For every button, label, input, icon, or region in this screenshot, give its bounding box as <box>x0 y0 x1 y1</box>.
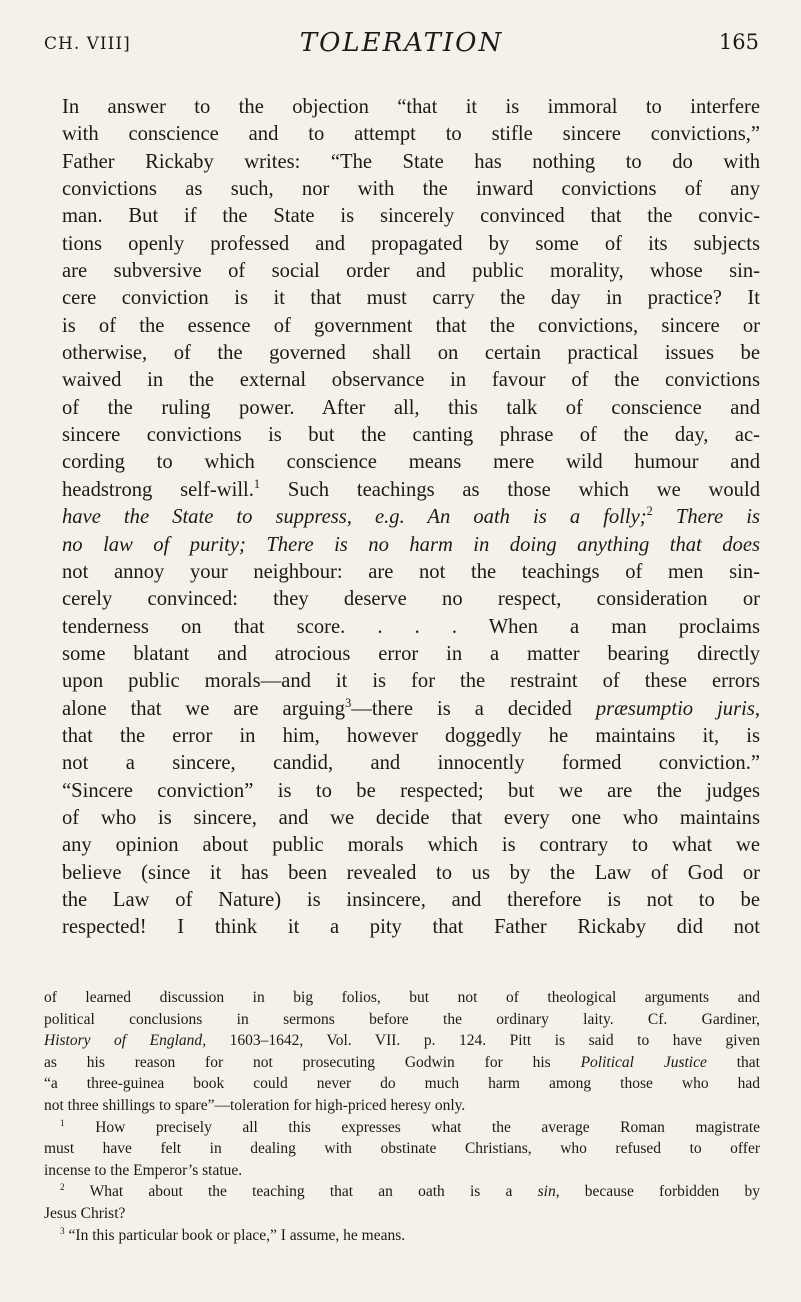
text-segment: headstrong self-will. <box>62 478 254 501</box>
text-line: otherwise, of the governed shall on certain practical issues be <box>62 342 760 365</box>
text-segment: no law of purity; There is no harm in doing anything that does <box>62 533 760 556</box>
text-segment: How precisely all this expresses what the average Roman magistrate <box>95 1118 760 1136</box>
footnote-line <box>44 1030 760 1052</box>
text-line: convictions as such, nor with the inward convictions of any <box>62 178 760 201</box>
text-line: some blatant and atrocious error in a matter bearing directly <box>62 642 760 665</box>
text-line: of who is sincere, and we decide that every one who maintains <box>62 806 760 829</box>
text-segment: History of England <box>44 1032 203 1050</box>
text-segment: have the State to suppress, e.g. An oath is a folly; <box>62 506 647 529</box>
text-line <box>44 696 760 723</box>
text-line: man. But if the State is sincerely convinced that the convic- <box>62 205 760 228</box>
text-line: In answer to the objection “that it is immoral to interfere <box>62 96 760 118</box>
text-segment: “In this particular book or place,” I assume, he means. <box>68 1226 406 1244</box>
footnote-ref: 1 <box>253 476 261 491</box>
text-line <box>44 504 760 531</box>
text-line: the Law of Nature) is insincere, and therefore is not to be <box>62 888 760 911</box>
text-line <box>44 477 760 504</box>
text-line: upon public morals—and it is for the restraint of these errors <box>62 670 760 693</box>
main-text <box>44 94 760 942</box>
text-line: are subversive of social order and public morality, whose sin- <box>62 260 760 283</box>
footnote-line: not three shillings to spare”—toleration for high-priced heresy only. <box>44 1096 466 1114</box>
latin-phrase: præsumptio juris <box>595 697 755 720</box>
footnotes <box>44 987 760 1246</box>
text-segment: alone that we are arguing <box>62 697 346 720</box>
page-title: TOLERATION <box>299 28 504 58</box>
text-line: respected! I think it a pity that Father Rickaby did not <box>62 916 760 939</box>
text-line: believe (since it has been revealed to us by the Law of God or <box>62 861 760 884</box>
page-number: 165 <box>718 30 759 54</box>
text-line: Father Rickaby writes: “The State has nothing to do with <box>62 150 760 173</box>
text-segment: Such teachings as those which we would <box>260 478 760 501</box>
text-segment: , 1603–1642, Vol. VII. p. 124. Pitt is said to have given <box>202 1032 760 1050</box>
text-line: cording to which conscience means mere wild humour and <box>62 451 760 474</box>
running-head <box>44 22 759 62</box>
text-segment: , <box>754 697 760 720</box>
text-segment: Political Justice <box>580 1053 707 1071</box>
chapter-label: CH. VIII] <box>44 34 131 54</box>
footnote-line: must have felt in dealing with obstinate Christians, who refused to offer <box>44 1140 760 1158</box>
footnote-number: 2 <box>60 1183 65 1194</box>
text-line <box>44 532 760 559</box>
footnote-number: 1 <box>60 1118 65 1129</box>
text-line: with conscience and to attempt to stifle sincere convictions,” <box>62 123 760 146</box>
text-line: that the error in him, however doggedly he maintains it, is <box>62 724 760 747</box>
footnote-line <box>44 1052 760 1074</box>
footnote-line: “a three-guinea book could never do much harm among those who had <box>44 1075 760 1093</box>
text-segment: as his reason for not prosecuting Godwin for his <box>44 1053 581 1071</box>
text-segment: What about the teaching that an oath is a <box>89 1183 538 1201</box>
footnote-number: 3 <box>60 1226 65 1237</box>
text-line: cerely convinced: they deserve no respect, consideration or <box>62 588 760 611</box>
footnote-line: incense to the Emperor’s statue. <box>44 1161 243 1179</box>
text-segment: sin <box>537 1183 556 1201</box>
text-line: any opinion about public morals which is contrary to what we <box>62 834 760 857</box>
text-segment: There is <box>652 506 760 529</box>
footnote-line: of learned discussion in big folios, but not of theological arguments and <box>44 989 760 1006</box>
text-line: tions openly professed and propagated by some of its subjects <box>62 232 760 255</box>
text-line: of the ruling power. After all, this talk of conscience and <box>62 396 760 419</box>
text-line: not annoy your neighbour: are not the teachings of men sin- <box>62 560 760 583</box>
text-line: tenderness on that score. . . . When a man proclaims <box>62 615 760 638</box>
footnote-ref: 3 <box>345 695 352 710</box>
text-line: cere conviction is it that must carry the day in practice? It <box>62 287 760 310</box>
text-line: sincere convictions is but the canting phrase of the day, ac- <box>62 424 760 447</box>
footnote-line: political conclusions in sermons before the ordinary laity. Cf. Gardiner, <box>44 1010 760 1028</box>
footnote-ref: 2 <box>646 504 653 519</box>
text-line: is of the essence of government that the convictions, sincere or <box>62 314 760 337</box>
text-segment: —there is a decided <box>351 697 596 720</box>
footnote-line <box>44 1117 760 1139</box>
footnote-line <box>44 1181 760 1203</box>
footnote-line: Jesus Christ? <box>44 1204 126 1222</box>
text-line: “Sincere conviction” is to be respected; but we are the judges <box>62 779 760 802</box>
paragraph <box>44 94 760 942</box>
text-segment: , because forbidden by <box>555 1183 760 1201</box>
footnote-line <box>44 1225 760 1247</box>
text-line: waived in the external observance in favour of the convictions <box>62 369 760 392</box>
text-segment: that <box>706 1053 760 1071</box>
text-line: not a sincere, candid, and innocently formed conviction.” <box>62 752 760 775</box>
